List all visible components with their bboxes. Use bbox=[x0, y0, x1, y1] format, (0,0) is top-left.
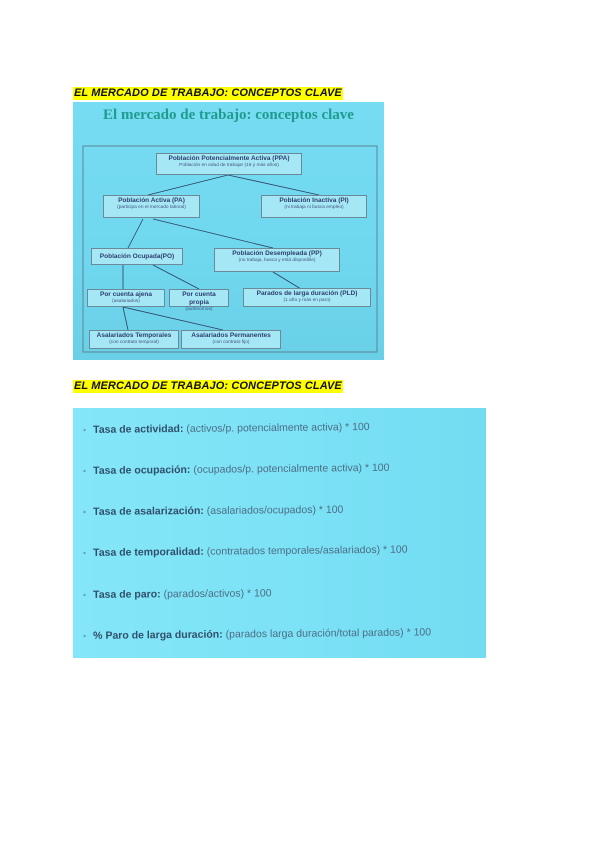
concept-diagram-slide bbox=[73, 102, 384, 360]
node-pi: Población Inactiva (PI) (ni trabaja ni busca empleo) bbox=[261, 195, 367, 218]
rate-item-ocupacion: • Tasa de ocupación: (ocupados/p. potencialmente activa) * 100 bbox=[82, 461, 390, 477]
slide-title: El mercado de trabajo: conceptos clave bbox=[103, 107, 354, 123]
rate-item-temporalidad: • Tasa de temporalidad: (contratados temporales/asalariados) * 100 bbox=[82, 543, 408, 559]
node-pp: Población Desempleada (PP) (no trabaja, busca y está disponible) bbox=[214, 248, 340, 272]
node-pa: Población Activa (PA) (participa en el mercado laboral) bbox=[103, 195, 200, 218]
bullet-icon: • bbox=[82, 465, 87, 476]
node-ajena: Por cuenta ajena (asalariados) bbox=[87, 289, 165, 307]
bullet-icon: • bbox=[82, 630, 87, 641]
rates-slide bbox=[73, 408, 486, 658]
bullet-icon: • bbox=[82, 547, 87, 558]
section-heading-1: EL MERCADO DE TRABAJO: CONCEPTOS CLAVE bbox=[74, 87, 342, 99]
node-pld: Parados de larga duración (PLD) (1 año y más en paro) bbox=[243, 288, 371, 307]
bullet-icon: • bbox=[82, 506, 87, 517]
rate-item-larga-duracion: • % Paro de larga duración: (parados larga duración/total parados) * 100 bbox=[82, 626, 432, 642]
bullet-icon: • bbox=[82, 589, 87, 600]
diagram-frame bbox=[73, 102, 384, 360]
rate-item-paro: • Tasa de paro: (parados/activos) * 100 bbox=[82, 587, 272, 601]
node-permanentes: Asalariados Permanentes (con contrato fijo) bbox=[181, 330, 281, 349]
section-heading-2: EL MERCADO DE TRABAJO: CONCEPTOS CLAVE bbox=[74, 380, 342, 392]
node-ppa: Población Potencialmente Activa (PPA) Población en edad de trabajar (16 y más años) bbox=[156, 153, 302, 175]
node-temporales: Asalariados Temporales (con contrato temporal) bbox=[89, 330, 179, 349]
rate-item-asalarizacion: • Tasa de asalarización: (asalariados/ocupados) * 100 bbox=[82, 503, 344, 518]
node-propia: Por cuenta propia (autónomos) bbox=[169, 289, 229, 307]
rate-item-actividad: • Tasa de actividad: (activos/p. potencialmente activa) * 100 bbox=[82, 420, 370, 436]
node-po: Población Ocupada(PO) bbox=[91, 248, 183, 265]
bullet-icon: • bbox=[82, 424, 87, 435]
